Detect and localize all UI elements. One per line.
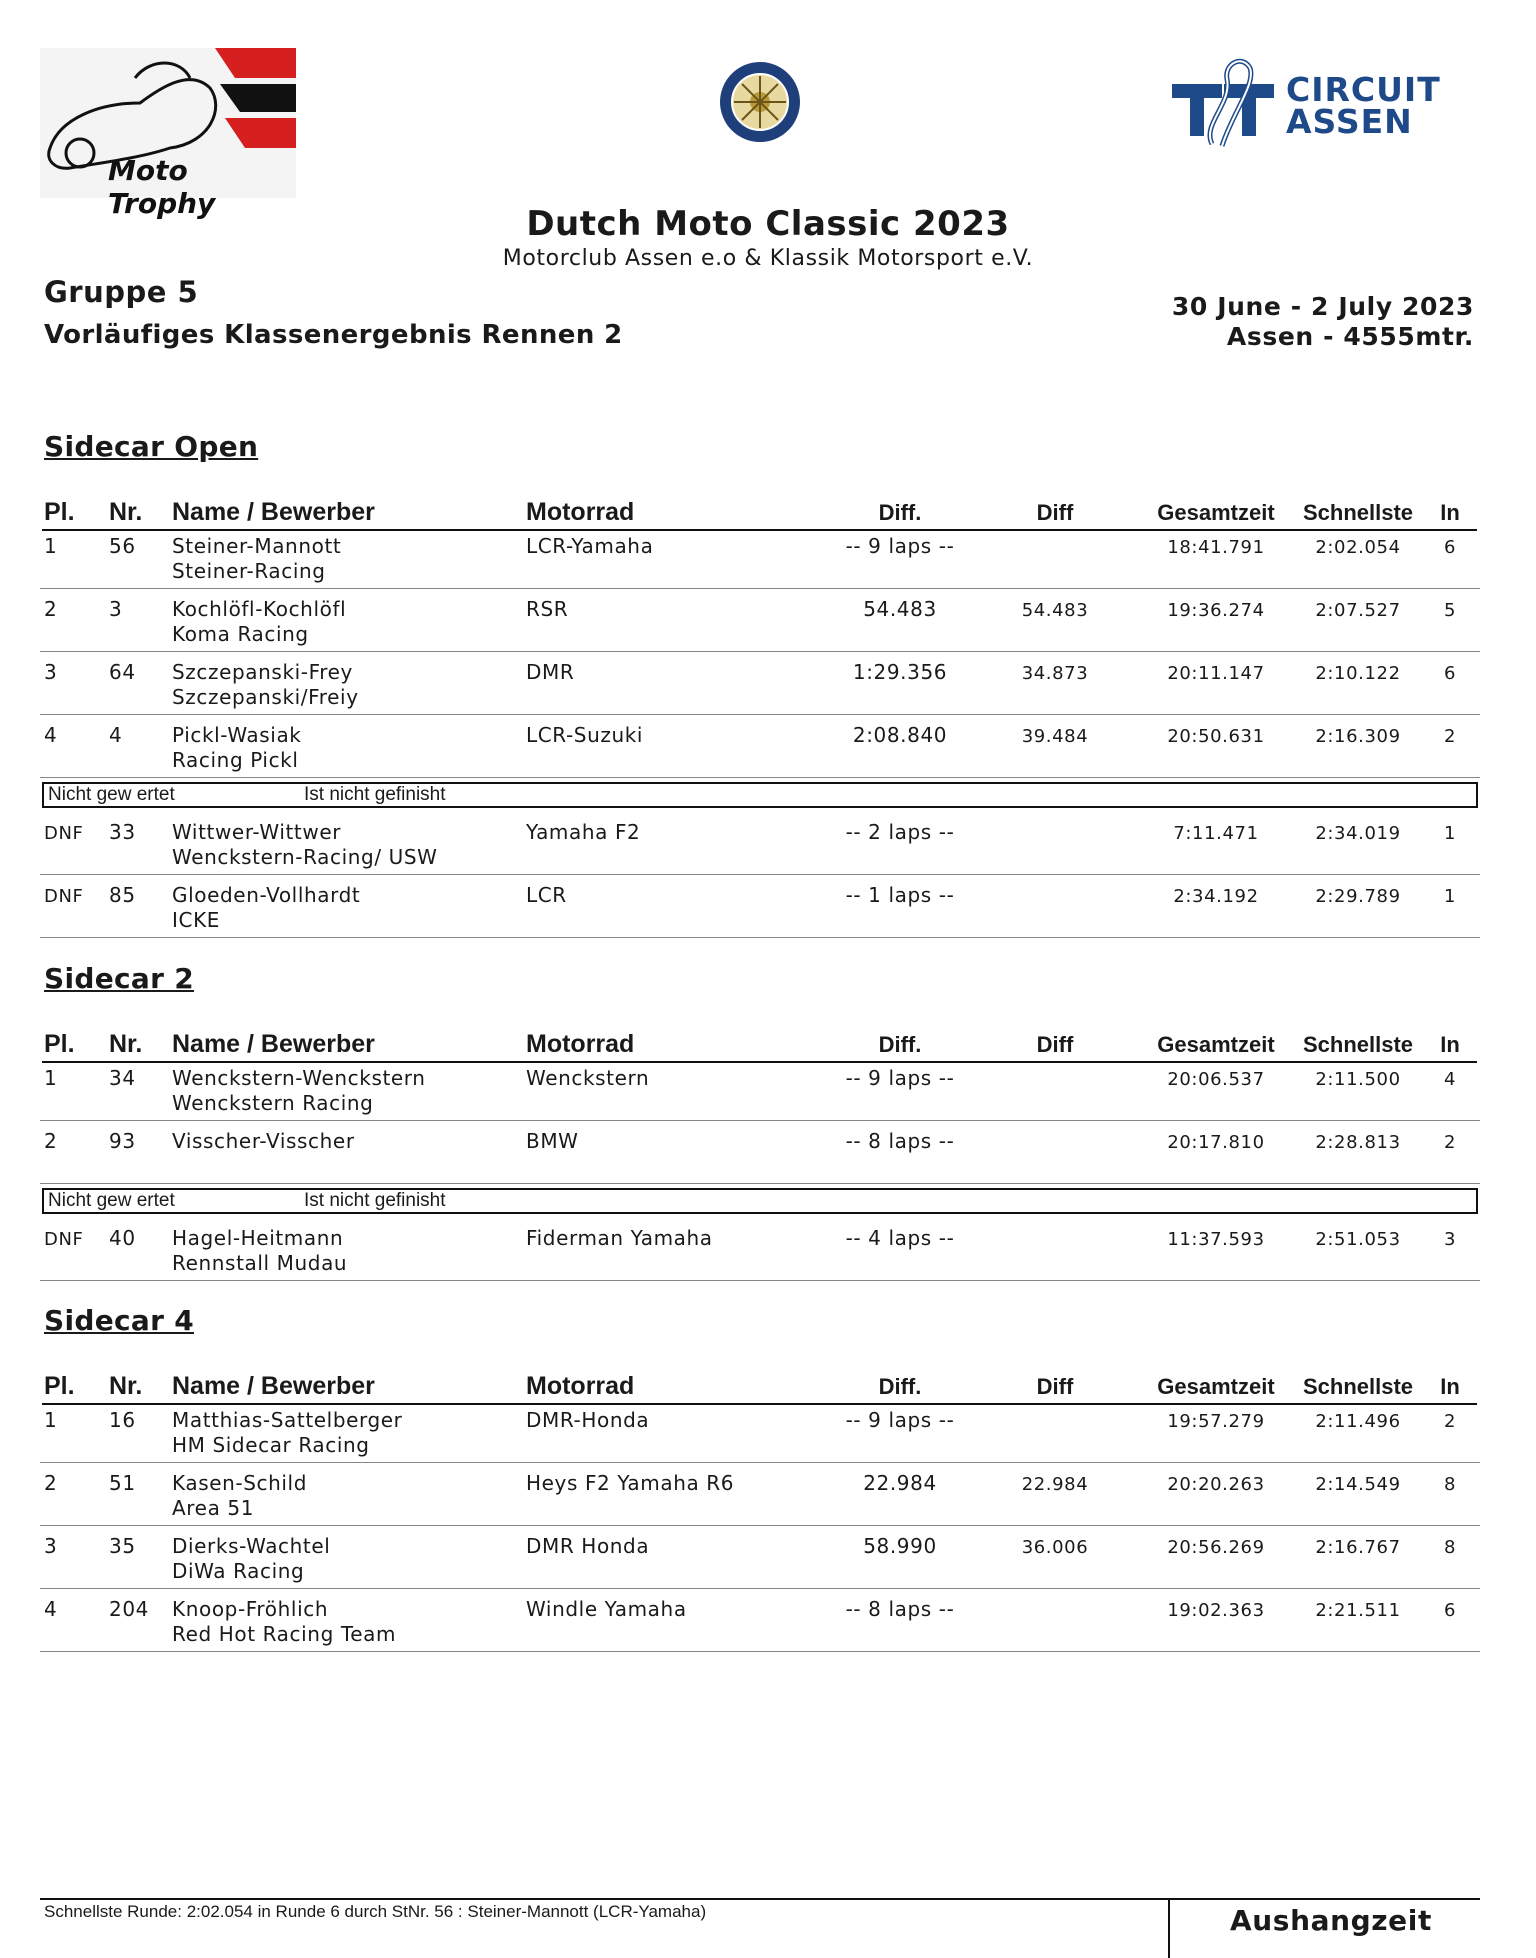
row-team: Red Hot Racing Team bbox=[172, 1622, 397, 1646]
tt-circuit-assen-logo bbox=[1172, 54, 1452, 154]
row-team: Racing Pickl bbox=[172, 748, 299, 772]
section-title: Sidecar Open bbox=[44, 430, 259, 463]
row-number: 16 bbox=[109, 1408, 136, 1432]
row-driver-names: Pickl-Wasiak bbox=[172, 723, 302, 747]
row-driver-names: Kochlöfl-Kochlöfl bbox=[172, 597, 347, 621]
row-team: HM Sidecar Racing bbox=[172, 1433, 370, 1457]
row-diff: 2:08.840 bbox=[852, 723, 948, 747]
row-diff2: 34.873 bbox=[1021, 663, 1089, 684]
col-header-pl: Pl. bbox=[44, 1372, 75, 1400]
footer-divider bbox=[40, 1898, 1480, 1900]
row-divider bbox=[40, 1462, 1480, 1463]
row-diff2: 22.984 bbox=[1021, 1474, 1089, 1495]
col-header-diff: Diff. bbox=[878, 1374, 922, 1399]
row-divider bbox=[40, 1183, 1480, 1184]
row-motorrad: BMW bbox=[526, 1129, 579, 1153]
row-total-time: 19:57.279 bbox=[1167, 1411, 1265, 1432]
row-place: DNF bbox=[44, 1229, 84, 1250]
row-motorrad: DMR bbox=[526, 660, 575, 684]
row-driver-names: Matthias-Sattelberger bbox=[172, 1408, 403, 1432]
row-motorrad: LCR bbox=[526, 883, 567, 907]
row-team: Steiner-Racing bbox=[172, 559, 326, 583]
row-in-lap: 4 bbox=[1443, 1069, 1457, 1090]
document-title: Dutch Moto Classic 2023 bbox=[526, 204, 1010, 244]
row-driver-names: Visscher-Visscher bbox=[172, 1129, 355, 1153]
row-motorrad: Heys F2 Yamaha R6 bbox=[526, 1471, 735, 1495]
col-header-gesamtzeit: Gesamtzeit bbox=[1157, 1032, 1275, 1057]
row-total-time: 20:50.631 bbox=[1167, 726, 1265, 747]
col-header-schnellste: Schnellste bbox=[1302, 500, 1414, 525]
row-driver-names: Gloeden-Vollhardt bbox=[172, 883, 361, 907]
row-total-time: 20:06.537 bbox=[1167, 1069, 1265, 1090]
not-finished-label: Ist nicht gefinisht bbox=[304, 1190, 446, 1211]
row-divider bbox=[40, 714, 1480, 715]
row-divider bbox=[40, 651, 1480, 652]
row-place: 4 bbox=[44, 1597, 58, 1621]
col-header-diff2: Diff bbox=[1036, 1374, 1074, 1399]
row-diff: -- 8 laps -- bbox=[845, 1597, 955, 1621]
row-place: DNF bbox=[44, 823, 84, 844]
row-fastest-lap: 2:11.500 bbox=[1315, 1069, 1401, 1090]
row-place: 2 bbox=[44, 597, 58, 621]
row-total-time: 20:11.147 bbox=[1167, 663, 1265, 684]
moto-trophy-logo-text: Moto Trophy bbox=[108, 154, 216, 220]
row-divider bbox=[40, 1280, 1480, 1281]
row-place: 4 bbox=[44, 723, 58, 747]
row-motorrad: Yamaha F2 bbox=[526, 820, 641, 844]
row-motorrad: LCR-Yamaha bbox=[526, 534, 654, 558]
col-header-gesamtzeit: Gesamtzeit bbox=[1157, 1374, 1275, 1399]
row-motorrad: LCR-Suzuki bbox=[526, 723, 644, 747]
row-diff: 22.984 bbox=[863, 1471, 937, 1495]
header-underline bbox=[42, 529, 1477, 531]
row-divider bbox=[40, 777, 1480, 778]
row-in-lap: 2 bbox=[1443, 726, 1457, 747]
row-driver-names: Steiner-Mannott bbox=[172, 534, 342, 558]
col-header-nr: Nr. bbox=[109, 498, 143, 526]
row-divider bbox=[40, 1120, 1480, 1121]
row-team: Area 51 bbox=[172, 1496, 255, 1520]
not-classified-label: Nicht gew ertet bbox=[48, 1190, 175, 1211]
row-team: Szczepanski/Freiy bbox=[172, 685, 359, 709]
row-fastest-lap: 2:29.789 bbox=[1315, 886, 1401, 907]
document-subtitle: Motorclub Assen e.o & Klassik Motorsport e.V. bbox=[502, 246, 1034, 271]
col-header-in: In bbox=[1440, 1374, 1460, 1399]
posting-time-label: Aushangzeit bbox=[1230, 1904, 1432, 1937]
row-number: 85 bbox=[109, 883, 136, 907]
row-fastest-lap: 2:28.813 bbox=[1315, 1132, 1401, 1153]
col-header-in: In bbox=[1440, 1032, 1460, 1057]
event-date: 30 June - 2 July 2023 bbox=[1171, 292, 1474, 321]
col-header-motorrad: Motorrad bbox=[526, 1372, 635, 1400]
row-number: 33 bbox=[109, 820, 136, 844]
motorclub-assen-seal bbox=[718, 60, 802, 144]
row-diff: -- 9 laps -- bbox=[845, 1066, 955, 1090]
row-diff: 54.483 bbox=[863, 597, 937, 621]
row-divider bbox=[40, 1651, 1480, 1652]
not-finished-label: Ist nicht gefinisht bbox=[304, 784, 446, 805]
row-fastest-lap: 2:16.767 bbox=[1315, 1537, 1401, 1558]
row-fastest-lap: 2:07.527 bbox=[1315, 600, 1401, 621]
row-number: 93 bbox=[109, 1129, 136, 1153]
row-in-lap: 8 bbox=[1443, 1474, 1457, 1495]
row-in-lap: 2 bbox=[1443, 1132, 1457, 1153]
col-header-schnellste: Schnellste bbox=[1302, 1374, 1414, 1399]
col-header-diff: Diff. bbox=[878, 500, 922, 525]
row-diff: -- 1 laps -- bbox=[845, 883, 955, 907]
col-header-diff2: Diff bbox=[1036, 1032, 1074, 1057]
row-fastest-lap: 2:34.019 bbox=[1315, 823, 1401, 844]
col-header-name: Name / Bewerber bbox=[172, 1372, 375, 1400]
row-fastest-lap: 2:16.309 bbox=[1315, 726, 1401, 747]
row-diff: -- 9 laps -- bbox=[845, 1408, 955, 1432]
row-fastest-lap: 2:10.122 bbox=[1315, 663, 1401, 684]
row-driver-names: Hagel-Heitmann bbox=[172, 1226, 344, 1250]
row-in-lap: 1 bbox=[1443, 886, 1457, 907]
row-driver-names: Dierks-Wachtel bbox=[172, 1534, 331, 1558]
row-number: 40 bbox=[109, 1226, 136, 1250]
header-underline bbox=[42, 1061, 1477, 1063]
result-heading: Vorläufiges Klassenergebnis Rennen 2 bbox=[44, 320, 623, 350]
row-team: Koma Racing bbox=[172, 622, 309, 646]
col-header-pl: Pl. bbox=[44, 498, 75, 526]
row-driver-names: Wittwer-Wittwer bbox=[172, 820, 342, 844]
row-fastest-lap: 2:02.054 bbox=[1315, 537, 1401, 558]
row-diff: -- 8 laps -- bbox=[845, 1129, 955, 1153]
row-total-time: 20:56.269 bbox=[1167, 1537, 1265, 1558]
row-driver-names: Szczepanski-Frey bbox=[172, 660, 353, 684]
row-total-time: 7:11.471 bbox=[1173, 823, 1259, 844]
row-total-time: 20:17.810 bbox=[1167, 1132, 1265, 1153]
tt-logo-line2: ASSEN bbox=[1286, 102, 1413, 141]
row-fastest-lap: 2:14.549 bbox=[1315, 1474, 1401, 1495]
row-motorrad: Windle Yamaha bbox=[526, 1597, 687, 1621]
row-number: 34 bbox=[109, 1066, 136, 1090]
col-header-name: Name / Bewerber bbox=[172, 1030, 375, 1058]
row-diff: -- 9 laps -- bbox=[845, 534, 955, 558]
row-team: Rennstall Mudau bbox=[172, 1251, 348, 1275]
row-driver-names: Kasen-Schild bbox=[172, 1471, 308, 1495]
section-title: Sidecar 4 bbox=[44, 1304, 195, 1337]
row-diff: -- 2 laps -- bbox=[845, 820, 955, 844]
row-fastest-lap: 2:11.496 bbox=[1315, 1411, 1401, 1432]
row-number: 204 bbox=[109, 1597, 149, 1621]
footer-vertical-divider bbox=[1168, 1898, 1170, 1958]
event-venue: Assen - 4555mtr. bbox=[1226, 322, 1474, 351]
row-number: 64 bbox=[109, 660, 136, 684]
row-divider bbox=[40, 1525, 1480, 1526]
row-divider bbox=[40, 874, 1480, 875]
row-motorrad: Fiderman Yamaha bbox=[526, 1226, 713, 1250]
row-total-time: 2:34.192 bbox=[1173, 886, 1259, 907]
row-place: 1 bbox=[44, 1066, 58, 1090]
row-divider bbox=[40, 1588, 1480, 1589]
row-diff: 1:29.356 bbox=[852, 660, 948, 684]
not-classified-label: Nicht gew ertet bbox=[48, 784, 175, 805]
col-header-diff2: Diff bbox=[1036, 500, 1074, 525]
row-number: 35 bbox=[109, 1534, 136, 1558]
row-place: 3 bbox=[44, 1534, 58, 1558]
row-place: 3 bbox=[44, 660, 58, 684]
header-underline bbox=[42, 1403, 1477, 1405]
row-diff2: 54.483 bbox=[1021, 600, 1089, 621]
row-driver-names: Wenckstern-Wenckstern bbox=[172, 1066, 426, 1090]
row-number: 4 bbox=[109, 723, 123, 747]
row-motorrad: RSR bbox=[526, 597, 569, 621]
row-in-lap: 6 bbox=[1443, 663, 1457, 684]
row-team: ICKE bbox=[172, 908, 221, 932]
row-motorrad: DMR-Honda bbox=[526, 1408, 650, 1432]
row-total-time: 19:02.363 bbox=[1167, 1600, 1265, 1621]
col-header-gesamtzeit: Gesamtzeit bbox=[1157, 500, 1275, 525]
col-header-diff: Diff. bbox=[878, 1032, 922, 1057]
not-classified-bar bbox=[42, 1188, 1478, 1214]
row-fastest-lap: 2:51.053 bbox=[1315, 1229, 1401, 1250]
col-header-pl: Pl. bbox=[44, 1030, 75, 1058]
fastest-lap-note: Schnellste Runde: 2:02.054 in Runde 6 durch StNr. 56 : Steiner-Mannott (LCR-Yamaha) bbox=[44, 1902, 707, 1921]
section-title: Sidecar 2 bbox=[44, 962, 195, 995]
row-number: 56 bbox=[109, 534, 136, 558]
tt-logo-line1: CIRCUIT bbox=[1286, 70, 1441, 109]
row-divider bbox=[40, 937, 1480, 938]
row-place: 1 bbox=[44, 534, 58, 558]
row-place: DNF bbox=[44, 886, 84, 907]
row-diff: -- 4 laps -- bbox=[845, 1226, 955, 1250]
row-divider bbox=[40, 588, 1480, 589]
row-place: 2 bbox=[44, 1471, 58, 1495]
row-in-lap: 1 bbox=[1443, 823, 1457, 844]
row-team: DiWa Racing bbox=[172, 1559, 305, 1583]
row-total-time: 19:36.274 bbox=[1167, 600, 1265, 621]
row-diff2: 39.484 bbox=[1021, 726, 1089, 747]
row-number: 51 bbox=[109, 1471, 136, 1495]
row-in-lap: 5 bbox=[1443, 600, 1457, 621]
moto-trophy-logo bbox=[40, 48, 296, 220]
row-total-time: 11:37.593 bbox=[1167, 1229, 1265, 1250]
row-number: 3 bbox=[109, 597, 123, 621]
row-fastest-lap: 2:21.511 bbox=[1315, 1600, 1401, 1621]
col-header-schnellste: Schnellste bbox=[1302, 1032, 1414, 1057]
row-total-time: 20:20.263 bbox=[1167, 1474, 1265, 1495]
row-team: Wenckstern-Racing/ USW bbox=[172, 845, 438, 869]
row-in-lap: 6 bbox=[1443, 1600, 1457, 1621]
row-in-lap: 8 bbox=[1443, 1537, 1457, 1558]
col-header-name: Name / Bewerber bbox=[172, 498, 375, 526]
row-diff: 58.990 bbox=[863, 1534, 937, 1558]
row-place: 2 bbox=[44, 1129, 58, 1153]
col-header-nr: Nr. bbox=[109, 1030, 143, 1058]
row-motorrad: DMR Honda bbox=[526, 1534, 650, 1558]
row-total-time: 18:41.791 bbox=[1167, 537, 1265, 558]
group-heading: Gruppe 5 bbox=[44, 275, 199, 309]
row-motorrad: Wenckstern bbox=[526, 1066, 650, 1090]
row-in-lap: 3 bbox=[1443, 1229, 1457, 1250]
col-header-motorrad: Motorrad bbox=[526, 1030, 635, 1058]
col-header-motorrad: Motorrad bbox=[526, 498, 635, 526]
row-in-lap: 6 bbox=[1443, 537, 1457, 558]
row-diff2: 36.006 bbox=[1021, 1537, 1089, 1558]
not-classified-bar bbox=[42, 782, 1478, 808]
row-team: Wenckstern Racing bbox=[172, 1091, 374, 1115]
row-place: 1 bbox=[44, 1408, 58, 1432]
col-header-nr: Nr. bbox=[109, 1372, 143, 1400]
row-in-lap: 2 bbox=[1443, 1411, 1457, 1432]
row-driver-names: Knoop-Fröhlich bbox=[172, 1597, 329, 1621]
col-header-in: In bbox=[1440, 500, 1460, 525]
